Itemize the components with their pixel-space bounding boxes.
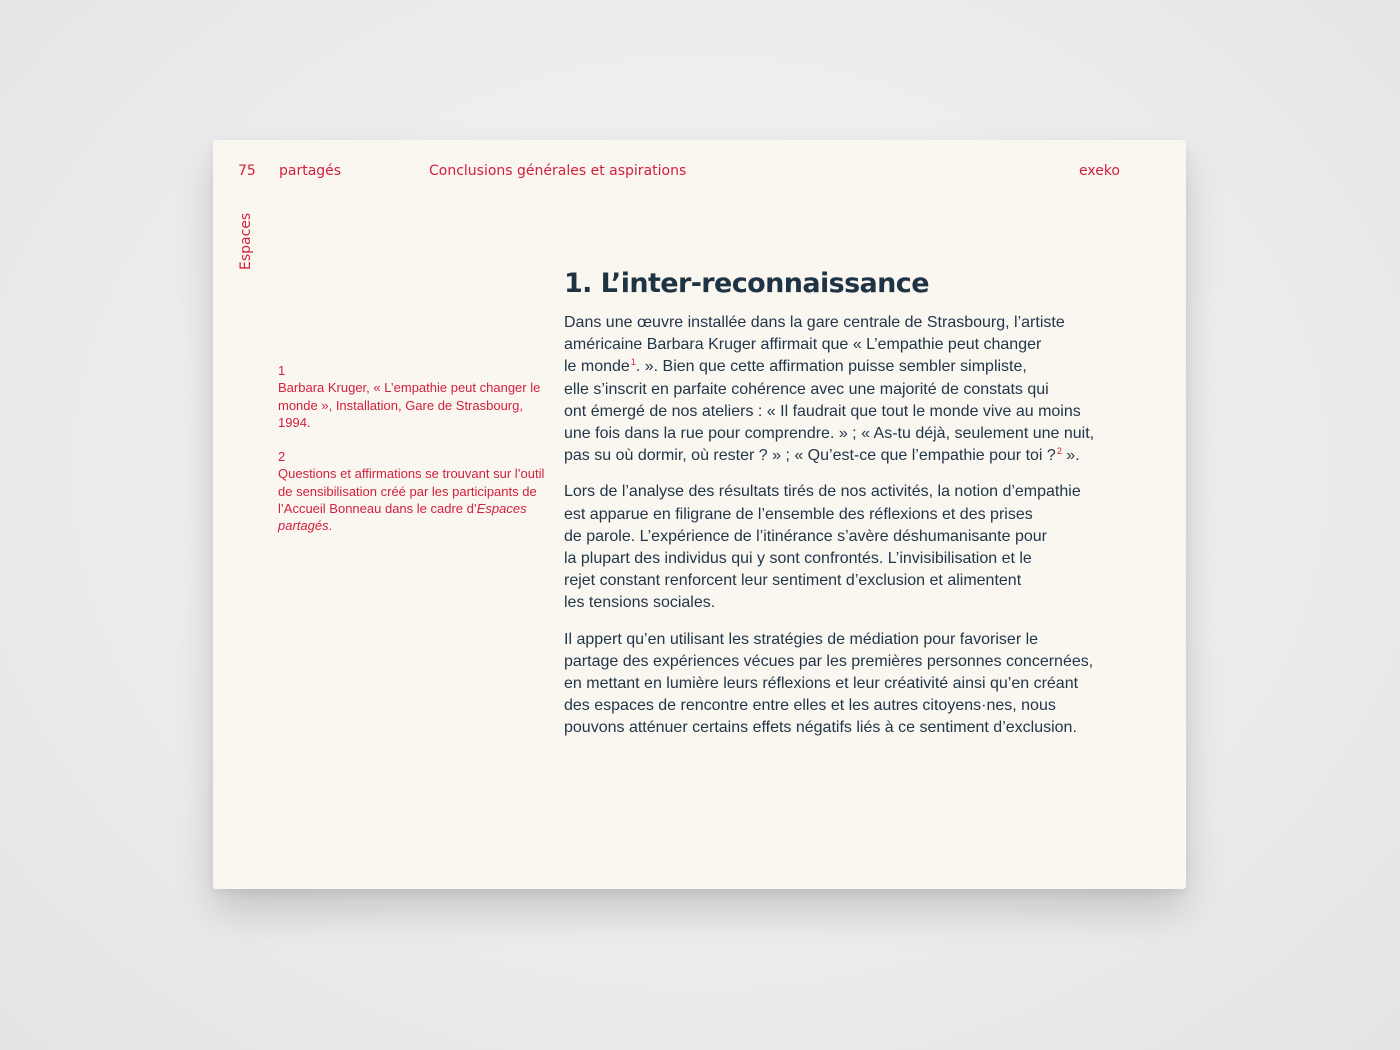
- footnote-ref-2[interactable]: 2: [1056, 446, 1062, 457]
- brand-name: exeko: [1078, 163, 1120, 179]
- page-number: 75: [238, 163, 256, 179]
- paragraph-1: Dans une œuvre installée dans la gare centrale de Strasbourg, l’artiste américaine Barbara Kruger affirmait que « L’empathie peut changer le monde$^1$. ». Bien que cette affirmation puisse sembler simpliste, elle s’inscrit en parfaite cohérence avec une majorité de constats qui ont émergé de nos ateliers : « Il faudrait que tout le monde vive au moins une fois dans la rue pour comprendre. » ; « As-tu déjà, seulement une nuit, pas su où dormir, où rester ? » ; « Qu’est-ce que l’empathie pour toi ?$^2$ ».: [564, 314, 1095, 465]
- footnotes-column: [278, 362, 553, 552]
- footnote-number: 2: [278, 449, 286, 465]
- footnote-italic-title: Espaces partagés: [278, 501, 527, 534]
- main-text-column: [564, 266, 1134, 754]
- section-heading: 1. L’inter-reconnaissance: [564, 268, 929, 299]
- paragraph-3: Il appert qu’en utilisant les stratégies de médiation pour favoriser le partage des expériences vécues par les premières personnes concernées, en mettant en lumière leurs réflexions et leur créativité ainsi qu’en créant des espaces de rencontre entre elles et les autres citoyens·nes, nous pouvons atténuer certains effets négatifs liés à ce sentiment d’exclusion.: [564, 630, 1094, 737]
- footnote-ref-1[interactable]: 1: [630, 357, 636, 368]
- document-page: [213, 140, 1186, 889]
- vertical-section-title: Espaces: [238, 212, 254, 270]
- footnote-text: Questions et affirmations se trouvant sur l’outil de sensibilisation créé par les participants de l’Accueil Bonneau dans le cadre d’Espaces partagés.: [278, 466, 545, 534]
- running-header-chapter: Conclusions générales et aspirations: [429, 163, 687, 179]
- footnote-number: 1: [278, 363, 286, 378]
- footnote-2: [278, 448, 553, 534]
- paragraph-2: Lors de l’analyse des résultats tirés de nos activités, la notion d’empathie est apparue en filigrane de l’ensemble des réflexions et des prises de parole. L’expérience de l’itinérance s’avère déshumanisante pour la plupart des individus qui y sont confrontés. L’invisibilisation et le rejet constant renforcent leur sentiment d’exclusion et alimentent les tensions sociales.: [564, 483, 1081, 612]
- footnote-1: [278, 362, 553, 431]
- running-header-section: partagés: [279, 163, 342, 179]
- footnote-text: Barbara Kruger, « L’empathie peut changer le monde », Installation, Gare de Strasbourg, 1994.: [278, 380, 541, 430]
